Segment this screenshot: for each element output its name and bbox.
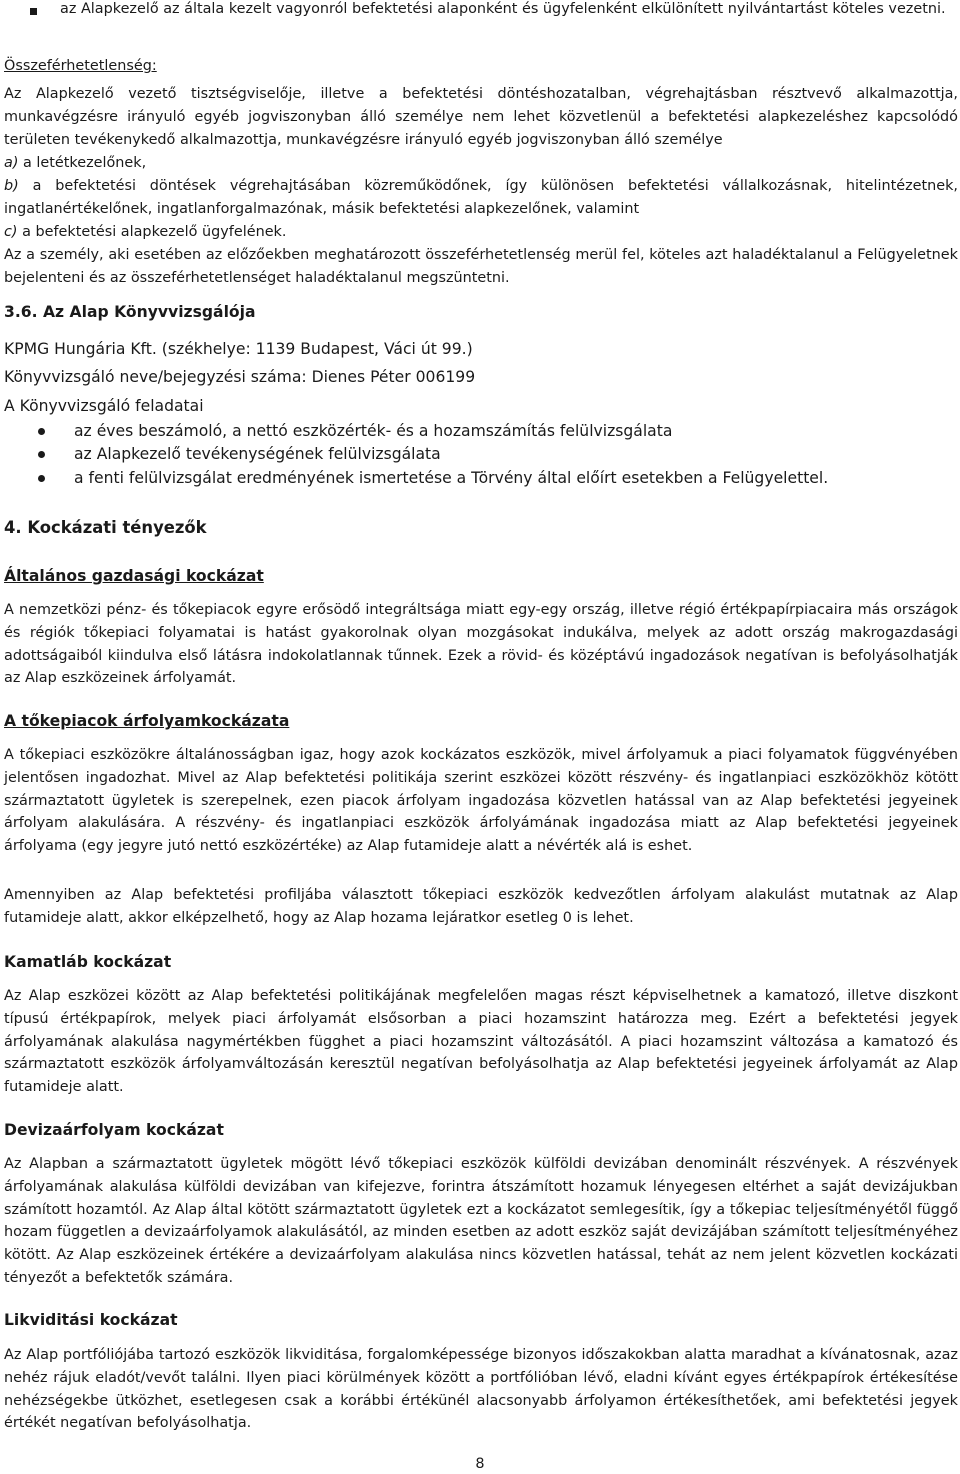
auditor-firm: KPMG Hungária Kft. (székhelye: 1139 Budapest, Váci út 99.) [4, 340, 473, 358]
incompatibility-intro: Az Alapkezelő vezető tisztségviselője, illetve a befektetési döntéshozatalban, végrehajtásban résztvevő alkalmazottja, munkavégzésre irányuló egyéb jogviszonyban álló személye nem lehet közvetlenül a befektetési alapkezeléshez kapcsolódó területen tevékenykedő alkalmazottja, munkavégzésre irányuló egyéb jogviszonyban álló személye [4, 86, 958, 148]
auditor-tasks-title: A Könyvvizsgáló feladatai [4, 397, 204, 415]
item-label: a) [4, 155, 19, 171]
risk-liquidity-text: Az Alap portfóliójába tartozó eszközök likviditása, forgalomképessége bizonyos időszakokban alatta maradhat a kívánatosnak, azaz nehéz rájuk eladót/vevőt találni. Ilyen piaci körülmények között a portfólióban lévő, eladni kívánt egyes értékpapírok értékesítése nehézségekbe ütközhet, esetlegesen csak a korábbi értékünél alacsonyabb árfolyamon értékesíthetőek, ami befektetési jegyek értékét negatívan befolyásolhatja. [4, 1347, 958, 1432]
task-text: a fenti felülvizsgálat eredményének ismertetése a Törvény által előírt esetekben a Felügyelettel. [74, 469, 829, 487]
auditor-name: Könyvvizsgáló neve/bejegyzési száma: Dienes Péter 006199 [4, 368, 476, 386]
bullet-dot-icon [38, 475, 45, 482]
bullet-dot-icon [38, 451, 45, 458]
incompatibility-item-c [4, 221, 958, 244]
task-text: az Alapkezelő tevékenységének felülvizsgálata [74, 445, 441, 463]
risk-interest-text: Az Alap eszközei között az Alap befektetési politikájának megfelelően magas részt képviselhetnek a kamatozó, illetve diszkont típusú értékpapírok, melyek piaci árfolyamát elsősorban a piaci hozamszint határozza meg. Ezért a befektetési jegyek árfolyamának alakulása nagymértékben függhet a piaci hozamszint változásától. A piaci hozamszint változása a kamatozó és származtatott eszközök árfolyamváltozásán keresztül negatívan befolyásolhatja az Alap befektetési jegyeinek árfolyamát az Alap futamideje alatt. [4, 988, 958, 1096]
item-text: a befektetési alapkezelő ügyfelének. [17, 224, 287, 240]
incompatibility-item-b [4, 175, 958, 221]
item-text: a letétkezelőnek, [18, 155, 147, 171]
section-heading-risk: 4. Kockázati tényezők [4, 518, 207, 537]
risk-general-text: A nemzetközi pénz- és tőkepiacok egyre erősödő integráltsága miatt egy-egy ország, illetve régió értékpapírpiacaira más országok és régiók tőkepiaci folyamatai is hatást gyakorolnak olyan mozgásokat indukálva, melyek az adott ország makrogazdasági adottságaiból kiindulva első látásra indokolatlannak tűnnek. Ezek a rövid- és középtávú ingadozások negatívan is befolyásolhatják az Alap eszközeinek árfolyamát. [4, 602, 958, 687]
page-number: 8 [475, 1456, 485, 1472]
risk-fx-text: Az Alapban a származtatott ügyletek mögött lévő tőkepiaci eszközök külföldi devizában denominált részvények. A részvények árfolyamának alakulása külföldi devizában van kifejezve, forintra átszámított hozamuk lényegesen eltérhet a saját devizájukban számított hozamtól. Az Alap által kötött származtatott ügyletek ezt a kockázatot semlegesítik, így a tőkepiac teljesítményétől függő hozam független a devizaárfolyamok alakulásától, az minden esetben az adott eszköz saját devizájában számított teljesítményéhez kötött. Az Alap eszközeinek értékére a devizaárfolyam alakulása nincs közvetlen hatással, tehát az nem jelent közvetlen kockázati tényezőt a befektetők számára. [4, 1156, 958, 1286]
task-text: az éves beszámoló, a nettó eszközérték- és a hozamszámítás felülvizsgálata [74, 422, 673, 440]
incompatibility-item-a [4, 152, 958, 175]
item-text: a befektetési döntések végrehajtásában közreműködőnek, így különösen befektetési vállalkozásnak, hitelintézetnek, ingatlanértékelőnek, ingatlanforgalmazónak, másik befektetési alapkezelőnek, valamint [4, 178, 958, 217]
bullet-dot-icon [38, 428, 45, 435]
bullet-text: az Alapkezelő az általa kezelt vagyonról befektetési alaponként és ügyfelenként elkülönített nyilvántartást köteles vezetni. [60, 1, 946, 17]
item-label: b) [4, 178, 19, 194]
incompatibility-heading: Összeférhetetlenség: [4, 58, 157, 74]
risk-fx-title: Devizaárfolyam kockázat [4, 1121, 224, 1139]
item-label: c) [4, 224, 18, 240]
square-bullet-icon [30, 8, 37, 15]
risk-liquidity-title: Likviditási kockázat [4, 1311, 178, 1329]
risk-equity-text-1: A tőkepiaci eszközökre általánosságban igaz, hogy azok kockázatos eszközök, mivel árfolyamuk a piaci folyamatok függvényében jelentősen ingadozhat. Mivel az Alap befektetési politikája szerint eszközei között részvény- és ingatlanpiaci eszközökhöz kötött származtatott ügyletek is szerepelnek, ezen piacok árfolyam ingadozása közvetlen hatással van az Alap befektetési jegyeinek árfolyam alakulására. A részvény- és ingatlanpiaci eszközök árfolyámának ingadozása miatt az Alap befektetési jegyeinek árfolyama (egy jegyre jutó nettó eszközértéke) az Alap futamideje alatt a névérték alá is eshet. [4, 747, 958, 855]
risk-equity-text-2: Amennyiben az Alap befektetési profiljába választott tőkepiaci eszközök kedvezőtlen árfolyam alakulást mutatnak az Alap futamideje alatt, akkor elképzelhető, hogy az Alap hozama lejáratkor esetleg 0 is lehet. [4, 887, 958, 926]
risk-general-title: Általános gazdasági kockázat [4, 567, 264, 585]
incompatibility-closing: Az a személy, aki esetében az előzőekben meghatározott összeférhetetlenség merül fel, köteles azt haladéktalanul a Felügyeletnek bejelenteni és az összeférhetetlenséget haladéktalanul megszüntetni. [4, 247, 958, 286]
section-heading-auditor: 3.6. Az Alap Könyvvizsgálója [4, 303, 256, 321]
risk-equity-title: A tőkepiacok árfolyamkockázata [4, 712, 290, 730]
risk-interest-title: Kamatláb kockázat [4, 953, 172, 971]
